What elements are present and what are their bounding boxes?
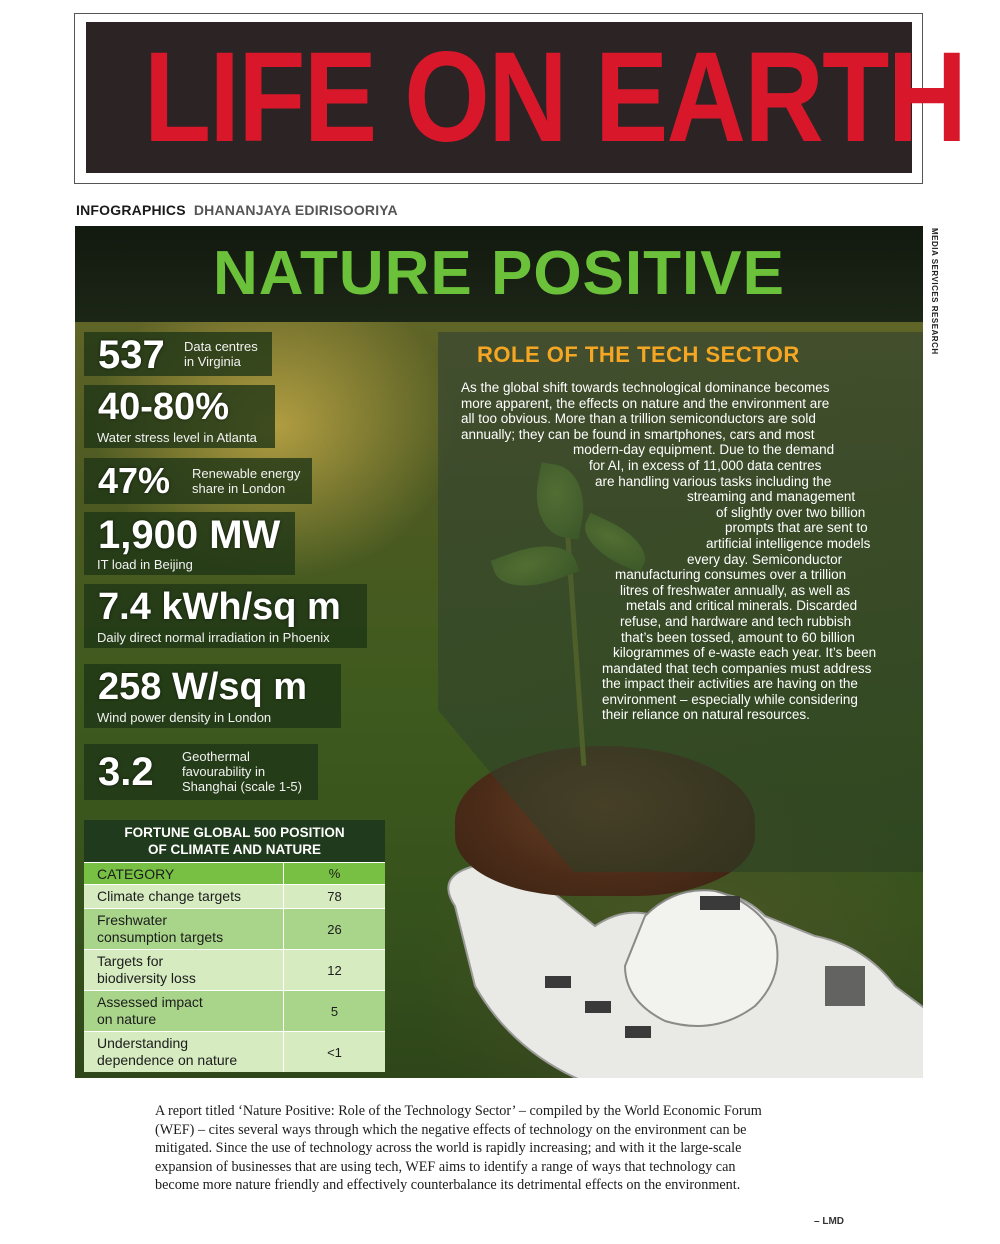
table-cell-category [84, 909, 284, 949]
stat-value: 40-80% [98, 386, 229, 428]
stat-geothermal [84, 744, 318, 800]
masthead [86, 22, 966, 173]
table-cell-value: 78 [327, 889, 342, 904]
table-cell-category [84, 991, 284, 1031]
byline-author: DHANANJAYA EDIRISOORIYA [193, 202, 398, 218]
stat-label: Wind power density in London [97, 710, 272, 725]
stat-value: 537 [98, 333, 165, 377]
infographic-panel [75, 226, 923, 1078]
stat-label: Data centres in Virginia [184, 339, 258, 369]
article-line: environment – especially while considering [602, 691, 858, 707]
article-line: that’s been tossed, amount to 60 billion [621, 629, 855, 645]
category-text: consumption targets [97, 929, 224, 945]
table-cell-category [84, 950, 284, 990]
headline: NATURE POSITIVE [213, 239, 785, 308]
table-header-row [84, 862, 385, 884]
table-cell-value: 12 [327, 962, 342, 978]
footer-line: expansion of businesses that are using tech, WEF aims to identify a range of ways that technology can [155, 1158, 736, 1175]
footer-line: mitigated. Since the use of technology across the world is rapidly increasing; and with it the large-scale [155, 1140, 742, 1156]
table-row [84, 884, 385, 908]
article-line: streaming and management [687, 489, 856, 505]
article-line: manufacturing consumes over a trillion [615, 567, 847, 583]
table-cell-value: <1 [327, 1044, 342, 1060]
stat-value: 3.2 [98, 750, 154, 794]
footer-line: (WEF) – cites several ways through which the negative effects of technology on the environment can be [155, 1121, 747, 1138]
article-line: litres of freshwater annually, as well as [620, 582, 851, 598]
table-cell-category [84, 1032, 284, 1072]
category-text: biodiversity loss [97, 970, 196, 986]
article-title: ROLE OF THE TECH SECTOR [477, 342, 800, 367]
stat-wind-density [84, 664, 341, 728]
article-body [415, 380, 905, 723]
article-line: metals and critical minerals. Discarded [626, 598, 858, 614]
stat-label: Water stress level in Atlanta [97, 430, 257, 445]
footer-paragraph [155, 1102, 845, 1195]
category-text: on nature [97, 1011, 157, 1027]
side-credit: MEDIA SERVICES RESEARCH [930, 228, 939, 355]
table-cell-category [84, 885, 284, 908]
article-line: the impact their activities are having on the [602, 676, 858, 692]
table-row [84, 990, 385, 1031]
stat-label: Renewable energy share in London [192, 466, 301, 496]
column-header-percent: % [328, 866, 341, 881]
table-cell-value: 5 [330, 1003, 339, 1019]
article-line: all too obvious. More than a trillion semiconductors are sold [461, 411, 816, 427]
stat-label: Geothermal favourability in Shanghai (scale 1-5) [182, 749, 302, 794]
byline-label: INFOGRAPHICS [76, 202, 186, 218]
stat-irradiation [84, 584, 367, 648]
table-row [84, 949, 385, 990]
article-line: artificial intelligence models [706, 535, 871, 551]
article-line: refuse, and hardware and tech rubbish [620, 613, 852, 629]
stat-label: IT load in Beijing [97, 557, 193, 572]
column-header-category: CATEGORY [84, 863, 284, 884]
stat-value: 258 W/sq m [98, 666, 308, 708]
masthead-title: LIFE ON EARTH [143, 26, 966, 169]
stat-it-load [84, 512, 295, 575]
table-row [84, 908, 385, 949]
stat-value: 47% [98, 460, 171, 501]
stat-data-centres [84, 332, 272, 376]
article-line: annually; they can be found in smartphones, cars and most [461, 426, 815, 442]
table-title-line: OF CLIMATE AND NATURE [148, 842, 321, 857]
signoff: – LMD [814, 1216, 844, 1227]
stat-renewable-share [84, 458, 312, 504]
category-text: Assessed impact [97, 994, 203, 1010]
article-line: more apparent, the effects on nature and the environment are [461, 395, 830, 411]
article-line: modern-day equipment. Due to the demand [573, 442, 835, 458]
category-text: dependence on nature [97, 1052, 238, 1068]
article-line: prompts that are sent to [725, 520, 868, 536]
footer-line: become more nature friendly and effectively counterbalance its detrimental effects on the environment. [155, 1177, 741, 1193]
stat-water-stress [84, 385, 275, 448]
article-line: As the global shift towards technological dominance becomes [461, 380, 830, 395]
table-row [84, 1031, 385, 1072]
table-title [84, 820, 385, 862]
fortune-500-table [84, 820, 385, 1072]
stat-value: 1,900 MW [98, 513, 281, 557]
category-text: Climate change targets [97, 888, 241, 904]
category-text: Understanding [97, 1035, 189, 1051]
article-line: kilogrammes of e-waste each year. It’s been [613, 645, 877, 661]
table-title-line: FORTUNE GLOBAL 500 POSITION [124, 825, 345, 840]
article-line: for AI, in excess of 11,000 data centres [589, 457, 822, 473]
footer-line: A report titled ‘Nature Positive: Role of the Technology Sector’ – compiled by the World Economic Forum [155, 1103, 762, 1119]
byline [76, 202, 398, 218]
article-line: are handling various tasks including the [595, 473, 832, 489]
category-text: Targets for [97, 953, 164, 969]
stat-label: Daily direct normal irradiation in Phoenix [97, 630, 330, 645]
article-line: their reliance on natural resources. [602, 707, 810, 723]
article-line: of slightly over two billion [716, 504, 866, 520]
article-line: every day. Semiconductor [687, 551, 843, 567]
table-cell-value: 26 [327, 921, 342, 937]
category-text: Freshwater [97, 912, 168, 928]
stat-value: 7.4 kWh/sq m [98, 586, 341, 628]
article-line: mandated that tech companies must address [602, 660, 872, 676]
